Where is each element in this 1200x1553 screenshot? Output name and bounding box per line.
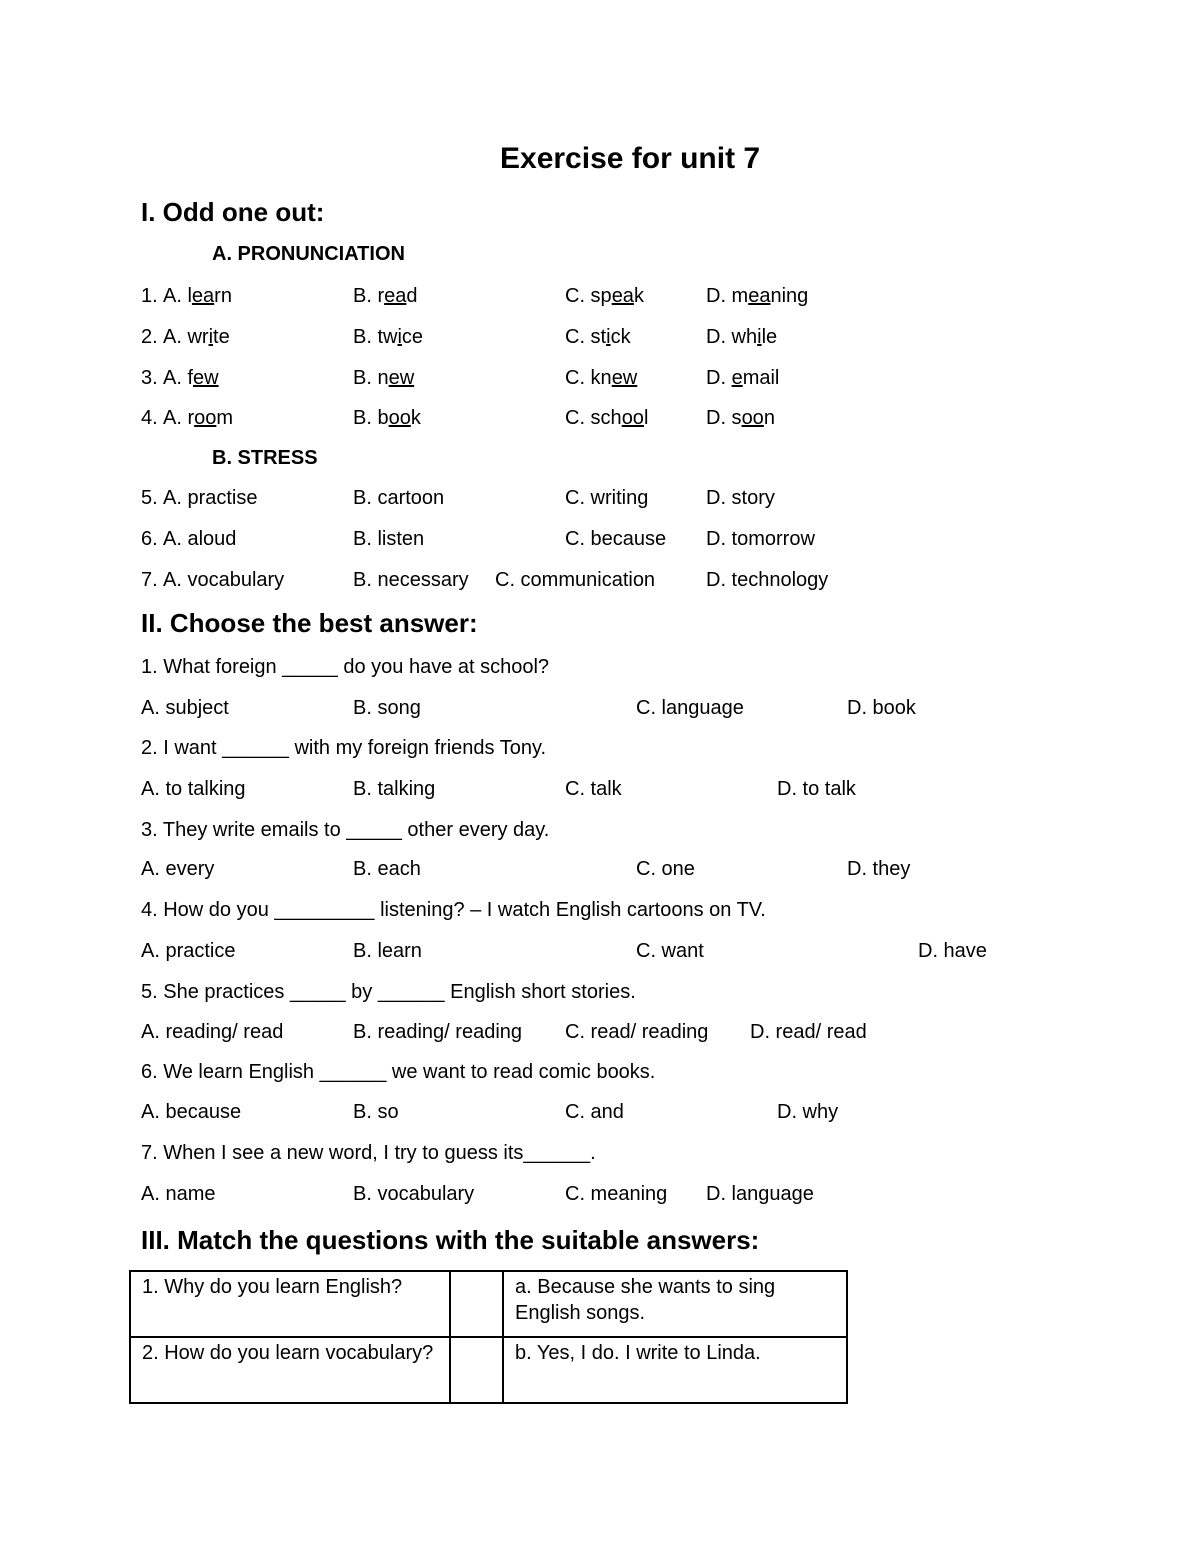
option-a: A. aloud <box>163 528 237 550</box>
option-c: C. speak <box>565 285 644 307</box>
option-a: A. subject <box>141 697 229 719</box>
stress-row <box>0 528 1200 554</box>
question-cell: 2. How do you learn vocabulary? <box>130 1337 450 1403</box>
answer-row <box>0 858 1200 884</box>
option-c: C. knew <box>565 367 638 389</box>
option-c: C. writing <box>565 487 649 509</box>
option-b: B. vocabulary <box>353 1183 475 1205</box>
option-a: A. because <box>141 1101 242 1123</box>
option-b: B. each <box>353 858 421 880</box>
option-a: A. vocabulary <box>163 569 285 591</box>
question-number: 3. <box>141 367 158 389</box>
option-c: C. talk <box>565 778 622 800</box>
option-d: D. they <box>847 858 911 880</box>
answer-row <box>0 778 1200 804</box>
option-d: D. why <box>777 1101 839 1123</box>
option-d: D. while <box>706 326 778 348</box>
option-a: A. room <box>163 407 234 429</box>
question-number: 5. <box>141 487 158 509</box>
option-d: D. to talk <box>777 778 856 800</box>
option-c: C. language <box>636 697 744 719</box>
option-c: C. school <box>565 407 649 429</box>
option-d: D. book <box>847 697 916 719</box>
answer-cell: b. Yes, I do. I write to Linda. <box>503 1337 847 1403</box>
question-text: 1. What foreign _____ do you have at school? <box>141 656 550 678</box>
option-c: C. want <box>636 940 704 962</box>
option-c: C. stick <box>565 326 631 348</box>
option-c: C. one <box>636 858 695 880</box>
answer-row <box>0 1021 1200 1047</box>
option-b: B. learn <box>353 940 422 962</box>
table-row <box>130 1271 847 1337</box>
answer-row <box>0 1101 1200 1127</box>
option-b: B. listen <box>353 528 425 550</box>
part-a-heading: A. PRONUNCIATION <box>212 243 405 265</box>
pron-row <box>0 407 1200 433</box>
question-text: 2. I want ______ with my foreign friends Tony. <box>141 737 547 759</box>
pron-row <box>0 326 1200 352</box>
option-c: C. because <box>565 528 667 550</box>
pron-row <box>0 285 1200 311</box>
section-1-heading: I. Odd one out: <box>141 197 325 227</box>
question-text: 5. She practices _____ by ______ English short stories. <box>141 981 636 1003</box>
option-b: B. cartoon <box>353 487 445 509</box>
part-b-heading: B. STRESS <box>212 447 318 469</box>
question-number: 7. <box>141 569 158 591</box>
option-b: B. book <box>353 407 421 429</box>
option-b: B. necessary <box>353 569 469 591</box>
option-d: D. soon <box>706 407 775 429</box>
question-number: 4. <box>141 407 158 429</box>
option-b: B. so <box>353 1101 399 1123</box>
matching-table <box>129 1270 848 1404</box>
question-text: 3. They write emails to _____ other every day. <box>141 819 550 841</box>
option-d: D. tomorrow <box>706 528 815 550</box>
answer-blank-cell[interactable] <box>450 1271 503 1337</box>
option-d: D. read/ read <box>750 1021 867 1043</box>
option-a: A. practise <box>163 487 258 509</box>
stress-row <box>0 487 1200 513</box>
option-b: B. read <box>353 285 418 307</box>
option-b: B. twice <box>353 326 424 348</box>
option-a: A. to talking <box>141 778 246 800</box>
section-3-heading: III. Match the questions with the suitable answers: <box>141 1225 760 1255</box>
option-a: A. write <box>163 326 230 348</box>
answer-row <box>0 940 1200 966</box>
option-d: D. language <box>706 1183 814 1205</box>
stress-row <box>0 569 1200 595</box>
option-c: C. read/ reading <box>565 1021 709 1043</box>
question-text: 6. We learn English ______ we want to read comic books. <box>141 1061 656 1083</box>
pron-row <box>0 367 1200 393</box>
option-a: A. name <box>141 1183 216 1205</box>
section-2-heading: II. Choose the best answer: <box>141 608 478 638</box>
answer-cell: a. Because she wants to sing English songs. <box>503 1271 847 1337</box>
option-d: D. technology <box>706 569 829 591</box>
question-number: 2. <box>141 326 158 348</box>
option-d: D. email <box>706 367 780 389</box>
option-b: B. talking <box>353 778 436 800</box>
question-number: 1. <box>141 285 158 307</box>
answer-row <box>0 1183 1200 1209</box>
option-a: A. reading/ read <box>141 1021 284 1043</box>
option-b: B. new <box>353 367 415 389</box>
question-number: 6. <box>141 528 158 550</box>
option-a: A. learn <box>163 285 232 307</box>
option-c: C. and <box>565 1101 624 1123</box>
question-cell: 1. Why do you learn English? <box>130 1271 450 1337</box>
option-d: D. story <box>706 487 775 509</box>
option-d: D. meaning <box>706 285 809 307</box>
option-a: A. practice <box>141 940 236 962</box>
option-b: B. reading/ reading <box>353 1021 523 1043</box>
option-a: A. every <box>141 858 215 880</box>
question-text: 4. How do you _________ listening? – I watch English cartoons on TV. <box>141 899 766 921</box>
option-d: D. have <box>918 940 987 962</box>
option-b: B. song <box>353 697 421 719</box>
option-c: C. meaning <box>565 1183 668 1205</box>
answer-row <box>0 697 1200 723</box>
answer-blank-cell[interactable] <box>450 1337 503 1403</box>
option-c: C. communication <box>495 569 656 591</box>
table-row <box>130 1337 847 1403</box>
page-title: Exercise for unit 7 <box>500 142 761 175</box>
option-a: A. few <box>163 367 219 389</box>
question-text: 7. When I see a new word, I try to guess its______. <box>141 1142 596 1164</box>
